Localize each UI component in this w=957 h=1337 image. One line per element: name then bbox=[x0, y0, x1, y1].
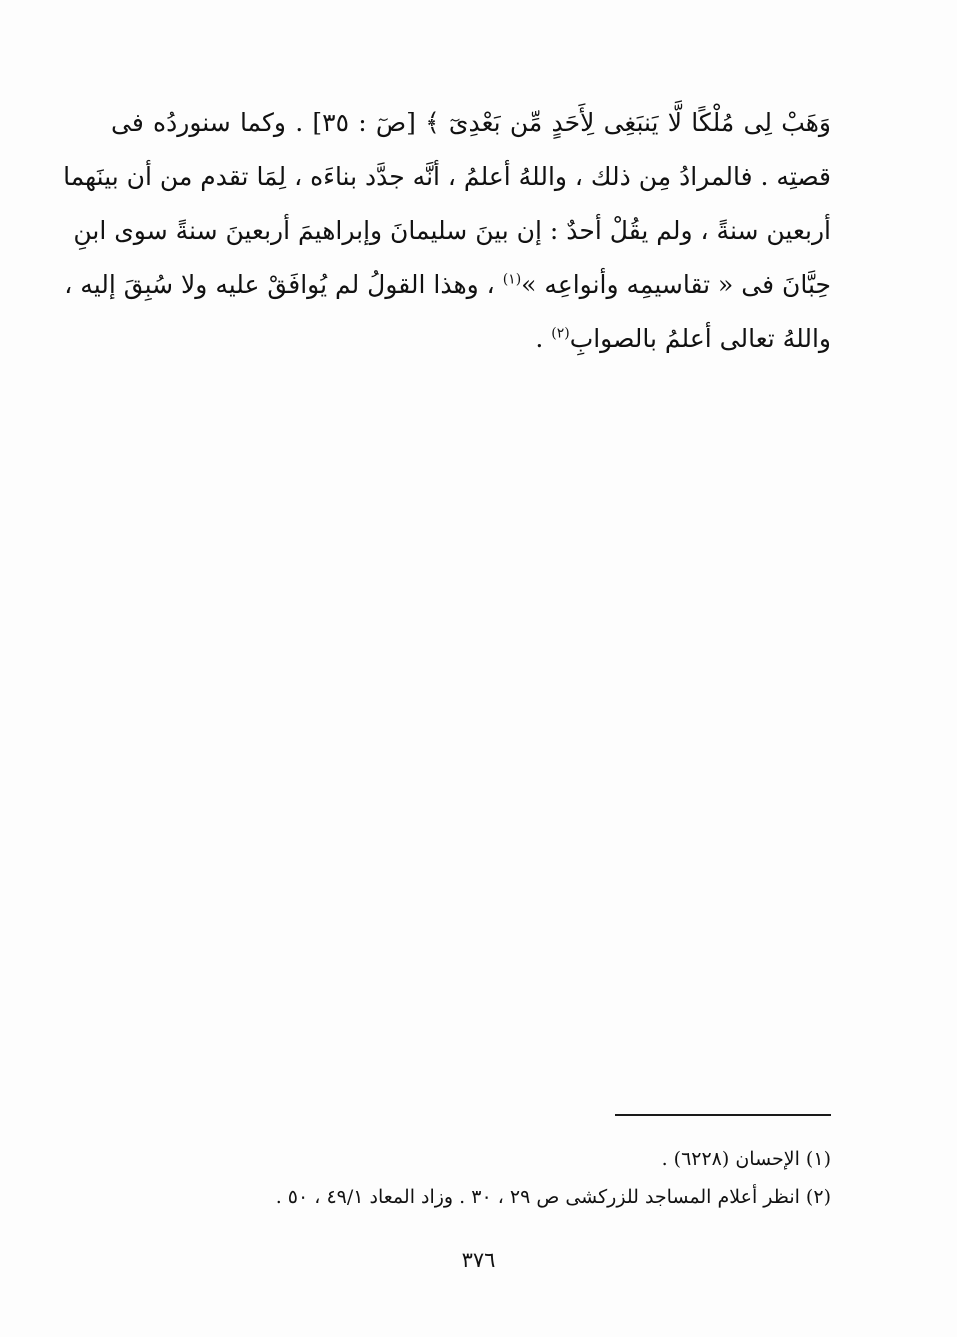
footnote-1: (١) الإحسان (٦٢٢٨) . bbox=[661, 1148, 831, 1170]
footnote-divider bbox=[615, 1114, 831, 1116]
footnote-2: (٢) انظر أعلام المساجد للزركشى ص ٢٩ ، ٣٠ . وزاد المعاد ٤٩/١ ، ٥٠ . bbox=[275, 1186, 831, 1208]
footnote-ref-2[interactable]: (٢) bbox=[551, 325, 570, 342]
text-line-5-part-a: واللهُ تعالى أعلمُ بالصوابِ bbox=[569, 324, 831, 353]
text-line-3: أربعين سنةً ، ولم يقُلْ أحدٌ : إن بينَ سليمانَ وإبراهيمَ أربعينَ سنةً سوى ابنِ bbox=[73, 216, 831, 245]
main-text-block bbox=[63, 96, 832, 366]
text-line-4 bbox=[64, 258, 831, 312]
footnote-ref-1[interactable]: (١) bbox=[502, 271, 522, 288]
text-line-2: قصتِه . فالمرادُ مِن ذلك ، واللهُ أعلمُ ، أنَّه جدَّد بناءَه ، لِمَا تقدم من أن بينَهما bbox=[63, 162, 831, 191]
text-line-1: وَهَبْ لِى مُلْكًا لَّا يَنبَغِى لِأَحَدٍ مِّن بَعْدِىٓ ﴾ [صٓ : ٣٥] . وكما سنوردُه فى bbox=[111, 108, 832, 137]
text-line-5 bbox=[111, 312, 831, 366]
text-line-4-part-a: حِبَّانَ فى « تقاسيمِه وأنواعِه » bbox=[521, 270, 831, 299]
text-line-4-part-b: ، وهذا القولُ لم يُوافَقْ عليه ولا سُبِقَ إليه ، bbox=[64, 270, 495, 299]
footnotes-block bbox=[111, 1140, 831, 1216]
page-number: ٣٧٦ bbox=[461, 1248, 496, 1272]
text-line-5-part-b: . bbox=[535, 324, 552, 353]
